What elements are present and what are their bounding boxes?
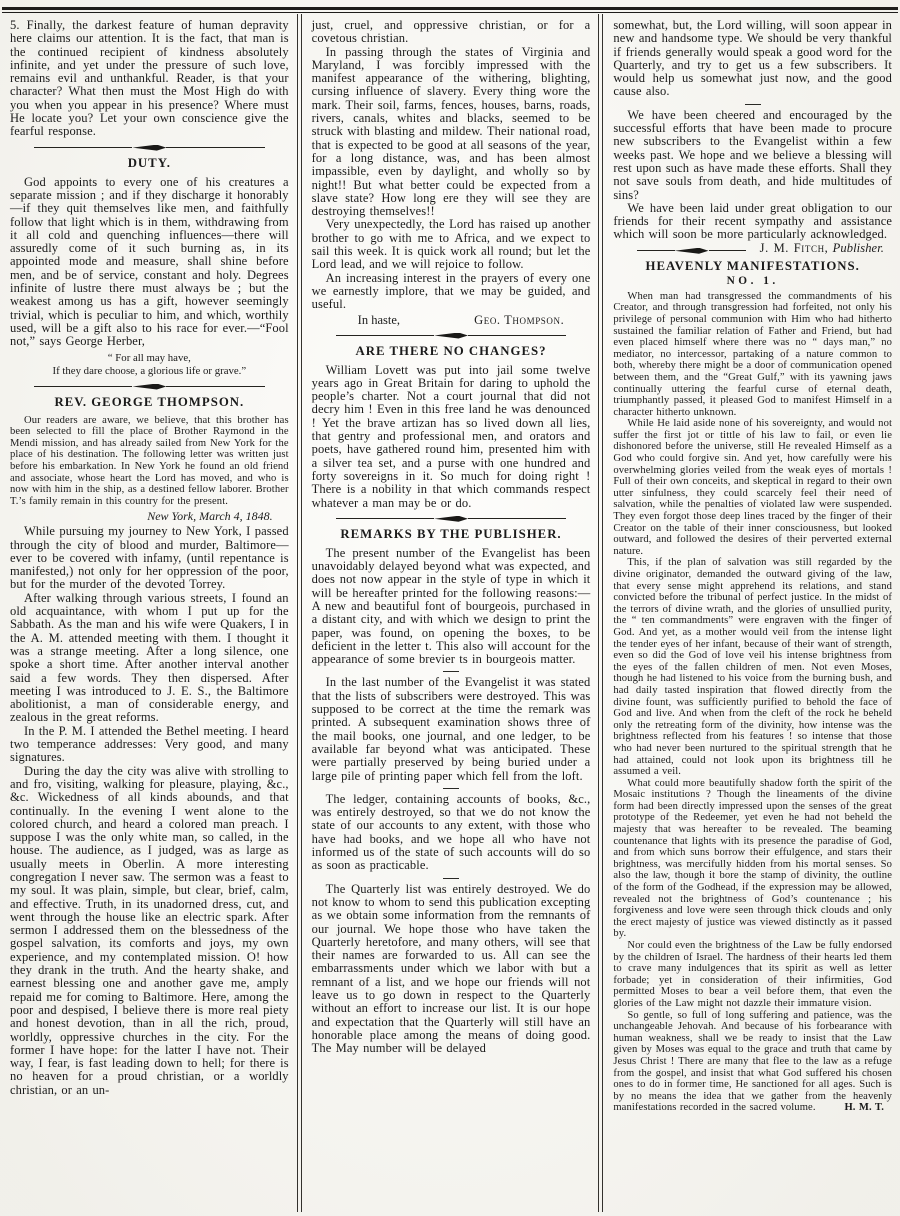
paragraph-slavery: In passing through the states of Virginia and Maryland, I was forcibly impressed with the manifest appearance of the withering, blighting, cursing influence of slavery. Every thing wore the mark. Their soil, farms, fences, houses, barns, roads, rivers, canals, whites and blacks, seemed to be struck with blasting and mildew. Their national road, that is expected to be good at all seasons of the year, for a long distance, was, and has been almost impassible, even by daylight, and wholly so by night!! But what better could be expected from a slave state? How long ere they will see they are destroying themselves!! — [311, 44, 591, 219]
divider-arrow-icon — [34, 145, 265, 151]
divider-line — [336, 518, 434, 519]
paragraph-dash-divider — [443, 788, 459, 789]
paragraph-law: Nor could even the brightness of the Law be fully endorsed by the children of Israel. The hardness of their hearts led them to crave many indulgences that its spirit as well as letter forbade; yet in consideration of their infirmities, God permitted Moses to bear a veil before them, that even the glories of the Law might not dazzle their immature vision. — [613, 940, 893, 1009]
paragraph-sovereignty: While He laid aside none of his sovereignty, and would not suffer the first jot or tittle of his law to fail, or even lie dishonored before the universe, still He revealed Himself as a God who could forgive sin. And yet, how carefully were his overwhelming glories veiled from the weak eyes of mortals ! Full of their own conceits, and skeptical in regard to their own utter sinfulness, they could scarcely feel their need of salvation, while the penalties of violated law were suspended. They even forgot those deep lines traced by the finger of their Creator on the table of their inner consciousness, but looked outward, and followed the desires of their perverted external nature. — [613, 418, 893, 557]
paragraph-africa: Very unexpectedly, the Lord has raised up another brother to go with me to Africa, and we expect to sail this week. It is quick work all round; but let the Lord lead, and we will rejoice to follow. — [311, 217, 591, 272]
paragraph-lovett: William Lovett was put into jail some twelve years ago in Great Britain for daring to uphold the people’s charter. Not a court journal that did not decry him ! Even in this free land he was denounced ! Yet the brave artizan has so lived down all lies, that gentry and professional men, and orators and poets, have gathered round him, presented him with a silver tea set, and a purse with one hundred and forty sovereigns in it. So much for doing right ! There is a nobility in that which commands respect whatever a man may be or do. — [311, 362, 591, 510]
divider-line — [637, 250, 674, 251]
article-heading-changes: ARE THERE NO CHANGES? — [355, 343, 547, 358]
article-subheading-no1: NO. 1. — [726, 274, 779, 287]
paragraph-quarterly: The Quarterly list was entirely destroyed. We do not know to whom to send this publication excepting as we obtain some information from the remnants of our journal. We hope those who have taken the Quarterly heretofore, and many others, will see that their names are forwarded to us. All can see the embarrassments under which we labor with but a remnant of a list, and we hope our friends will not leave us to go down in respect to the Quarterly without an effort to increase our list. It is our hope and expectation that the Quarterly will still have an honorable place among the means of doing good. The May number will be delayed — [311, 881, 591, 1056]
divider-line — [468, 518, 566, 519]
divider-arrow-icon — [34, 384, 265, 390]
author-initials: H. M. T. — [844, 1102, 885, 1114]
dateline: New York, March 4, 1848. — [147, 509, 273, 524]
paragraph-city: During the day the city was alive with strolling to and fro, visiting, walking for pleasure, playing, &c., &c. Wickedness of all kinds abounds, and that continually. In the evening I went alone to the colored church, and heard a colored man preach. I suppose I was the only white man, so called, in the house. The audience, as I judged, was as large as usually meets in Oberlin. A more interesting congregation I never saw. The sermon was a feast to my soul. It was plain, simple, but clear, brief, calm, and effective. Truth, in its unadorned dress, cut, and went through the house like an electric spark. After sermon I addressed them on the blessedness of the gospel salvation, its comforts and joys, my own experience, and my contemplated mission. O! how they drank in the truth. And the hearty shake, and earnest blessing one and another gave me, amply repaid me for coming to Baltimore. Here, among the poor and despised, I believe there is more real piety and honest devotion, than in all the rich, proud, worldly, oppressive churches in the city. For the former I have hope: for the latter I have not. Their way, I fear, is fast leading down to hell; for there is no heaven for a proud christian, or a worldly christian, or an un- — [10, 763, 289, 1097]
divider-diamond-icon — [132, 384, 166, 390]
verse-line: If they dare choose, a glorious life or grave.” — [52, 364, 247, 377]
divider-arrow-icon — [336, 333, 567, 339]
paragraph-dash-divider — [745, 104, 761, 105]
signature-geo-thompson: Geo. Thompson. — [474, 312, 565, 327]
article-heading-remarks: REMARKS BY THE PUBLISHER. — [340, 526, 562, 541]
paragraph-covetous: just, cruel, and oppressive christian, or for a covetous christian. — [311, 18, 591, 46]
paragraph-ledger: The ledger, containing accounts of books, &c., was entirely destroyed, so that we do not know the state of our accounts to any extent, with those who have had books, and we hope all who have not informed us of the state of such accounts will do so as soon as practicable. — [311, 791, 591, 873]
editor-note: Our readers are aware, we believe, that this brother has been selected to fill the place of Brother Raymond in the Mendi mission, and has already sailed from New York for the place of his destination. The following letter was written just before his embarkation. In New York he found an old friend and associate, whose heart the Lord has moved, and who is now with him in the ship, as a destined fellow laborer. Brother T.’s family remain in this country for the present. — [10, 414, 289, 507]
paragraph-dash-divider — [443, 878, 459, 879]
verse-line: “ For all may have, — [107, 351, 191, 364]
paragraph-cheered: We have been cheered and encouraged by the successful efforts that have been made to procure new subscribers to the Evangelist within a few weeks past. We hope and we believe a blessing will rest upon such as have made these efforts. Shall they not save souls from death, and hide multitudes of sins? — [613, 107, 893, 202]
divider-line — [166, 386, 264, 387]
signature-fitch-title: Publisher. — [832, 240, 885, 255]
column-left — [0, 14, 297, 1212]
divider-line — [336, 335, 434, 336]
paragraph-gentle — [613, 1010, 892, 1114]
article-heading-duty: DUTY. — [127, 155, 171, 170]
signature-in-haste: In haste, — [357, 312, 401, 327]
paragraph-gentle-text: So gentle, so full of long suffering and patience, was the unchangeable Jehovah. And because of his forbearance with human weakness, shall we be ready to insist that the Law given by Moses was equal to the grace and truth that came by Jesus Christ ! There are many that flee to the law as a refuge from the gospel, and insist that what God suffered his chosen ones to do in former time, He sanctioned for all ages. Such is by no means the idea that we gather from the heavenly manifestations recorded in the sacred volume. — [613, 1009, 893, 1114]
divider-diamond-icon — [675, 248, 709, 254]
article-heading-thompson: REV. GEORGE THOMPSON. — [54, 394, 245, 409]
paragraph-type: The present number of the Evangelist has been unavoidably delayed beyond what was expected, and does not now appear in the style of type in which it will be hereafter printed for the following reasons:—A new and beautiful font of bourgeois, purchased in a distant city, and with which we design to print the paper, was found, on opening the boxes, to be deficient in the letter t. This also will account for the appearance of some brevier ts in bourgeois matter. — [311, 545, 591, 667]
column-right — [603, 14, 900, 1212]
paragraph-obligation-text: We have been laid under great obligation to our friends for their recent sympathy and assistance which will soon be more particularly acknowledged. — [613, 200, 893, 242]
divider-line — [34, 147, 132, 148]
divider-line — [468, 335, 566, 336]
divider-line — [166, 147, 264, 148]
divider-line — [34, 386, 132, 387]
divider-diamond-icon — [132, 145, 166, 151]
paragraph-somewhat: somewhat, but, the Lord willing, will soon appear in new and handsome type. We should be very thankful if friends generally would speak a good word for the Quarterly, and try to get us a few subscribers. It would help us somewhat just now, and the good cause also. — [613, 18, 893, 99]
paragraph-plan: This, if the plan of salvation was still regarded by the divine originator, demanded the outward giving of the law, that every sense might apprehend its relations, and stand convicted before the tribunal of perfect justice. In the midst of the terrors of divine wrath, and the glories of unsullied purity, the “ ten commandments” were engraven with the finger of God. And yet, as a mother would veil from the intense light the tender eyes of her infant, because of their want of strength, even so did the God of love veil his intense brightness from the eyes of the fallen children of men. Not even Moses, though he had listened to his voice from the burning bush, and had daily tasted inspiration that flowed directly from the divine fount, was sufficiently purified to behold the face of God and live. And when from the cleft of the rock he beheld only the retreating form of the divinity, how intense was the brightness reflected from his features ! so intense that those who had never been nurtured to the spiritual strength that he had attained, could not look upon its brightness till he assumed a veil. — [613, 557, 893, 778]
divider-arrow-icon — [637, 248, 745, 254]
column-middle — [302, 14, 599, 1212]
paragraph-depravity: 5. Finally, the darkest feature of human depravity here claims our attention. It is the fact, that man is the continued recipient of kindness absolutely infinite, and yet under the pressure of such love, remains evil and unthankful. Reader, is that your character? What then must the Most High do with you when you appear in his presence? Where must He locate you? Let your own conscience give the fearful response. — [10, 18, 289, 139]
publisher-signature — [746, 242, 892, 255]
divider-arrow-icon — [336, 516, 567, 522]
divider-diamond-icon — [434, 333, 468, 339]
verse-quote — [10, 352, 289, 378]
signature-fitch-name: J. M. Fitch, — [759, 240, 829, 255]
top-double-rule — [2, 7, 898, 13]
paragraph-transgressed: When man had transgressed the commandments of his Creator, and through transgression had forfeited, not only his privilege of personal communion with Him who had hitherto sustained the familiar relation of Father and Friend, but had even placed himself where there was no “ days man,” no mediator, no intercessor, partaking of a nature common to both, whereby there might be a door of communication opened between them, and the “Great Gulf,” with its yawning jaws continually uttering the fearful curse of eternal death, triumphantly passed, it pleased God to manifest Himself in a character hitherto unknown. — [613, 290, 893, 418]
column-layout — [0, 14, 900, 1212]
letter-signature-row — [312, 313, 591, 327]
divider-line — [709, 250, 746, 251]
paragraph-bethel: In the P. M. I attended the Bethel meeting. I heard two temperance addresses: Very good, and many signatures. — [10, 723, 289, 765]
paragraph-mosaic: What could more beautifully shadow forth the spirit of the Mosaic institutions ? Though the lineaments of the divine form had been directly impressed upon the senses of the great prototype of the Redeemer, yet even he had not beheld the majesty that was hereafter to be revealed. The beaming countenance that lights with its presence the paradise of God, and from which suns borrow their effulgence, and stars their brightness, was mercifully hidden from his mortal senses. So also the law, though it bore the stamp of divinity, the outline of the form of the Godhead, if the expression may be allowed, revealed not the brightness of God’s countenance ; his forgiveness and love were seen through thick clouds and only the erect majesty of justice was viewed distinctly as it passed by. — [613, 777, 893, 940]
paragraph-prayers: An increasing interest in the prayers of every one we earnestly implore, that we may be guided, and useful. — [311, 270, 591, 312]
paragraph-baltimore: While pursuing my journey to New York, I passed through the city of blood and murder, Baltimore—ever to be covered with infamy, (until repentance is manifested,) not only for her oppression of the poor, but for the murder of the devoted Torrey. — [10, 524, 289, 592]
paragraph-obligation — [613, 200, 893, 255]
article-heading-heavenly: HEAVENLY MANIFESTATIONS. — [645, 258, 860, 273]
paragraph-quakers: After walking through various streets, I found an old acquaintance, with whom I put up for the Sabbath. As the man and his wife were Quakers, I in the A. M. attended meeting with them. I thought it was a strange meeting. After a long silence, one spoke a short time. After another interval another said a few words. They then dispersed. After meeting I was introduced to J. E. S., the Baltimore abolitionist, a man of considerable energy, and zealous in the great reforms. — [10, 590, 289, 725]
paragraph-duty: God appoints to every one of his creatures a separate mission ; and if they discharge it honorably—if they quit themselves like men, and faithfully follow that light which is in them, withdrawing from it all cold and quenching influences—there will assuredly come of it such burning as, in its appointed mode and measure, shall shine before men, and be of service, constant and holy. Degrees infinite of lustre there must always be ; but the weakest among us has a gift, however seemingly trivial, which is peculiar to him, and which, worthily used, will be a gift also to his race for ever.—“Fool not,” says George Herber, — [10, 174, 289, 349]
paragraph-dash-divider — [443, 671, 459, 672]
divider-diamond-icon — [434, 516, 468, 522]
paragraph-books: In the last number of the Evangelist it was stated that the lists of subscribers were destroyed. This was supposed to be correct at the time the remark was printed. A subsequent examination shows three of the mail books, one journal, and one ledger, to be available far beyond what was anticipated. These were partially preserved by being buried under a large pile of printing paper which fell from the loft. — [311, 675, 591, 783]
